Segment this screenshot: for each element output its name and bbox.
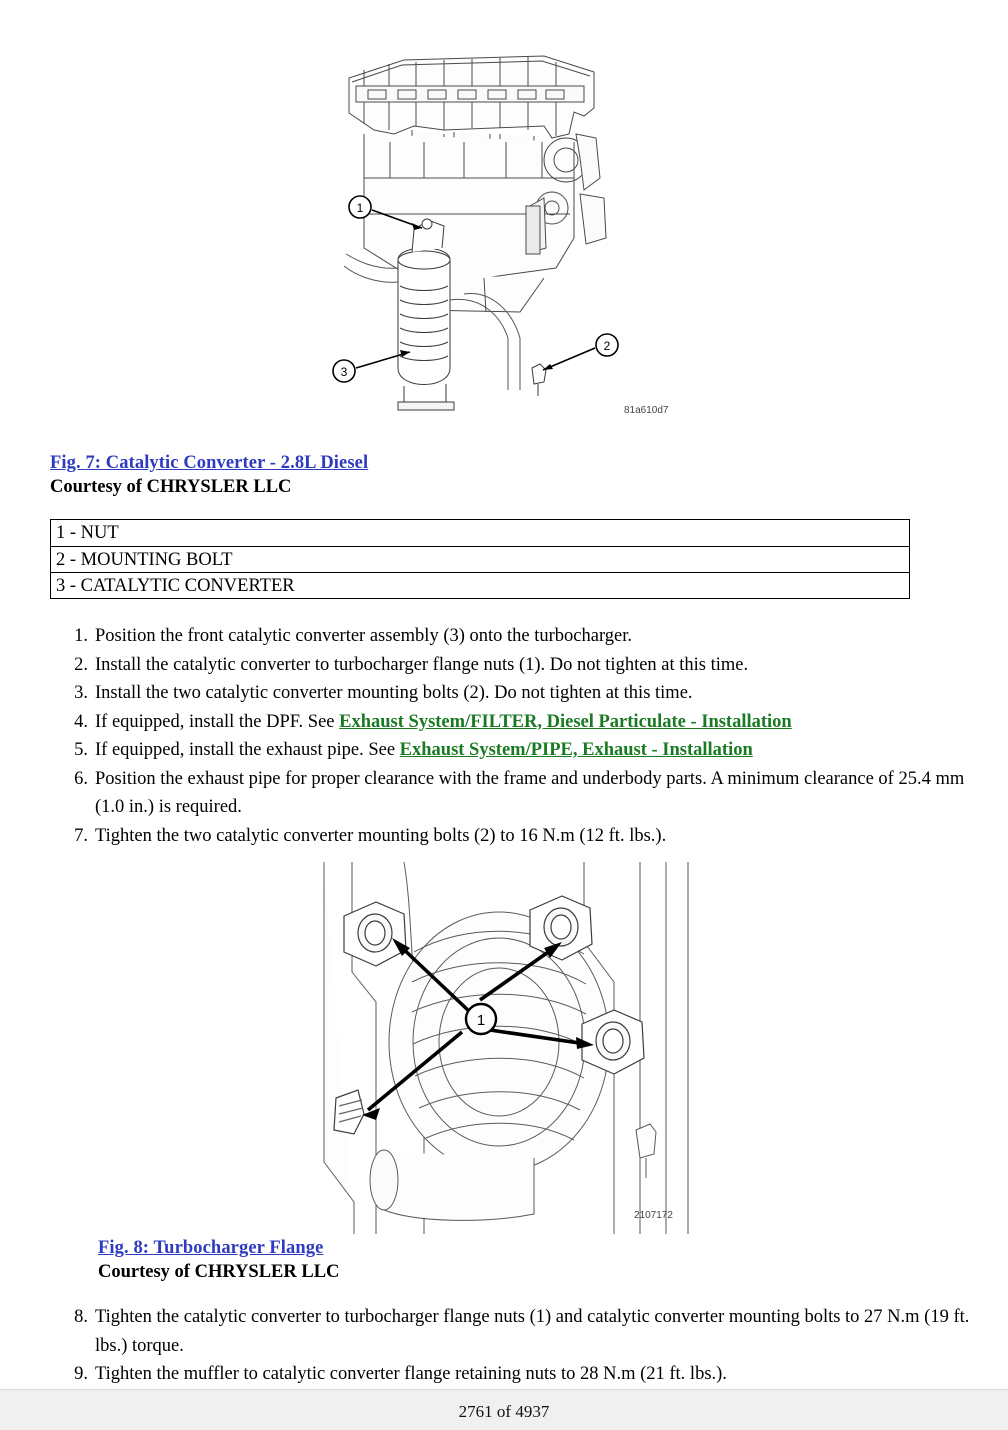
engine-diagram-svg	[294, 38, 714, 430]
step-text: Tighten the muffler to catalytic converter flange retaining nuts to 28 N.m (21 ft. lbs.).	[95, 1364, 727, 1384]
figure-7-caption	[50, 453, 368, 498]
turbocharger-flange-svg	[284, 862, 724, 1234]
figure-8-courtesy: Courtesy of CHRYSLER LLC	[98, 1262, 340, 1282]
figure-7-courtesy: Courtesy of CHRYSLER LLC	[50, 477, 292, 497]
step-number: 7.	[74, 825, 88, 846]
svg-text:1: 1	[476, 1012, 486, 1029]
svg-text:3: 3	[340, 365, 348, 379]
step-text	[95, 736, 990, 765]
figure-8-image-code: 2107172	[634, 1210, 673, 1221]
step-number: 9.	[74, 1364, 88, 1384]
list-item	[60, 679, 990, 708]
step-number: 1.	[74, 626, 88, 646]
list-item	[60, 708, 990, 737]
step-number: 4.	[74, 711, 88, 732]
list-item	[60, 1360, 990, 1389]
step-text	[95, 708, 990, 737]
list-item	[60, 1303, 990, 1360]
step-text: Install the catalytic converter to turbocharger flange nuts (1). Do not tighten at this time.	[95, 654, 749, 675]
figure-8-title-link[interactable]: Fig. 8: Turbocharger Flange	[98, 1238, 324, 1258]
svg-text:1: 1	[356, 201, 364, 215]
link-exhaust-pipe-installation[interactable]: Exhaust System/PIPE, Exhaust - Installation	[399, 740, 753, 760]
page-indicator: 2761 of 4937	[458, 1402, 550, 1421]
svg-text:2: 2	[603, 339, 611, 353]
list-item	[60, 622, 990, 651]
list-item	[60, 822, 990, 851]
legend-table	[50, 519, 910, 599]
step-text: Position the exhaust pipe for proper clearance with the frame and underbody parts. A minimum clearance of 25.4 mm (1.0 in.) is required.	[95, 768, 965, 817]
step-text: Tighten the two catalytic converter mounting bolts (2) to 16 N.m (12 ft. lbs.).	[95, 825, 667, 846]
procedure-steps-first	[60, 622, 990, 850]
list-item	[60, 651, 990, 680]
figure-7-image	[0, 38, 1008, 430]
step-text: Tighten the catalytic converter to turbocharger flange nuts (1) and catalytic converter mounting bolts to 27 N.m (19 ft. lbs.) torque.	[95, 1307, 970, 1356]
step-number: 5.	[74, 740, 88, 760]
figure-8-caption	[98, 1238, 339, 1283]
figure-8-image	[0, 862, 1008, 1234]
procedure-steps-second	[60, 1303, 990, 1389]
step-number: 8.	[74, 1307, 88, 1327]
step-number: 6.	[74, 768, 88, 789]
figure-7-title-link[interactable]: Fig. 7: Catalytic Converter - 2.8L Diesel	[50, 453, 369, 473]
step-text-lead: If equipped, install the exhaust pipe. See	[95, 740, 400, 760]
legend-row: 3 - CATALYTIC CONVERTER	[51, 572, 909, 598]
step-number: 2.	[74, 654, 88, 675]
list-item	[60, 765, 990, 822]
legend-row: 1 - NUT	[56, 523, 119, 543]
step-text: Position the front catalytic converter assembly (3) onto the turbocharger.	[95, 626, 633, 646]
list-item	[60, 736, 990, 765]
link-dpf-filter-installation[interactable]: Exhaust System/FILTER, Diesel Particulate - Installation	[339, 711, 792, 732]
step-text-lead: If equipped, install the DPF. See	[95, 711, 340, 732]
figure-7-image-code: 81a610d7	[624, 405, 669, 416]
step-number: 3.	[74, 683, 88, 703]
legend-row: 2 - MOUNTING BOLT	[51, 546, 909, 572]
step-text: Install the two catalytic converter mounting bolts (2). Do not tighten at this time.	[95, 683, 693, 703]
